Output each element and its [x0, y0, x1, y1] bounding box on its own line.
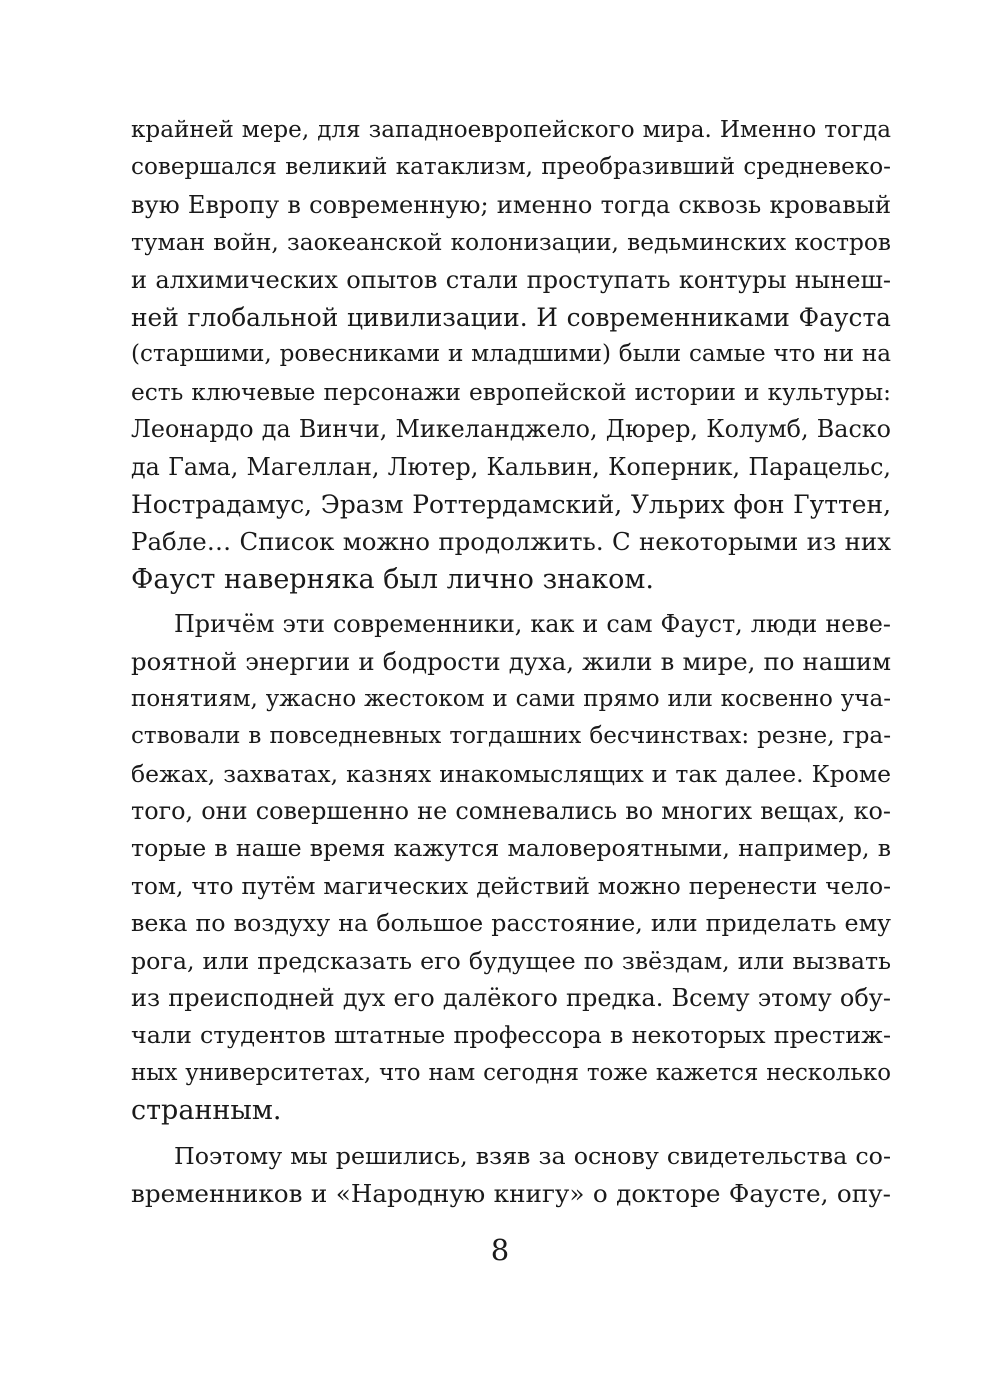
text-line: торые в наше время кажутся маловероятными, например, в [131, 834, 891, 863]
text-line: Фауст наверняка был лично знаком. [131, 563, 655, 595]
text-line: Леонардо да Винчи, Микеланджело, Дюрер, Колумб, Васко [131, 415, 891, 444]
text-line: (старшими, ровесниками и младшими) были самые что ни на [131, 341, 891, 368]
text-line: временников и «Народную книгу» о докторе Фаусте, опу- [131, 1178, 891, 1208]
paragraph-spacer [131, 1130, 891, 1138]
paragraph-3 [131, 1138, 891, 1213]
text-line: ствовали в повседневных тогдашних бесчинствах: резне, гра- [131, 723, 891, 750]
text-line: рога, или предсказать его будущее по звёздам, или вызвать [131, 946, 891, 975]
text-line: Нострадамус, Эразм Роттердамский, Ульрих фон Гуттен, [131, 489, 891, 519]
text-line: Поэтому мы решились, взяв за основу свидетельства со- [174, 1141, 891, 1170]
text-line: роятной энергии и бодрости духа, жили в мире, по нашим [131, 647, 891, 677]
text-line: совершался великий катаклизм, преобразивший средневеко- [131, 154, 891, 181]
text-line: Причём эти современники, как и сам Фауст, люди неве- [174, 610, 891, 639]
text-line: странным. [131, 1095, 282, 1127]
text-line: Рабле… Список можно продолжить. С некоторыми из них [131, 527, 891, 557]
text-line: вую Европу в современную; именно тогда сквозь кровавый [131, 190, 891, 219]
paragraph-1 [131, 112, 891, 598]
text-line: да Гама, Магеллан, Лютер, Кальвин, Коперник, Парацельс, [131, 452, 891, 481]
paragraph-spacer [131, 598, 891, 606]
text-line: чали студентов штатные профессора в некоторых престиж- [131, 1021, 891, 1050]
text-line: крайней мере, для западноевропейского мира. Именно тогда [131, 117, 891, 143]
text-line: века по воздуху на большое расстояние, или приделать ему [131, 909, 891, 938]
text-line: того, они совершенно не сомневались во многих вещах, ко- [131, 797, 891, 826]
text-line: ных университетах, что нам сегодня тоже кажется несколько [131, 1059, 891, 1086]
text-line: ней глобальной цивилизации. И современниками Фауста [131, 302, 891, 332]
text-line: и алхимических опытов стали проступать контуры нынеш- [131, 265, 891, 294]
text-line: том, что путём магических действий можно перенести чело- [131, 872, 891, 900]
body-text [131, 112, 891, 1212]
text-line: бежах, захватах, казнях инакомыслящих и так далее. Кроме [131, 759, 891, 788]
text-line: из преисподней дух его далёкого предка. Всему этому обу- [131, 983, 891, 1012]
paragraph-2 [131, 606, 891, 1129]
text-line: понятиям, ужасно жестоком и сами прямо или косвенно уча- [131, 685, 891, 712]
page-number: 8 [490, 1233, 510, 1267]
text-line: туман войн, заокеанской колонизации, ведьминских костров [131, 229, 891, 257]
text-line: есть ключевые персонажи европейской истории и культуры: [131, 378, 891, 406]
